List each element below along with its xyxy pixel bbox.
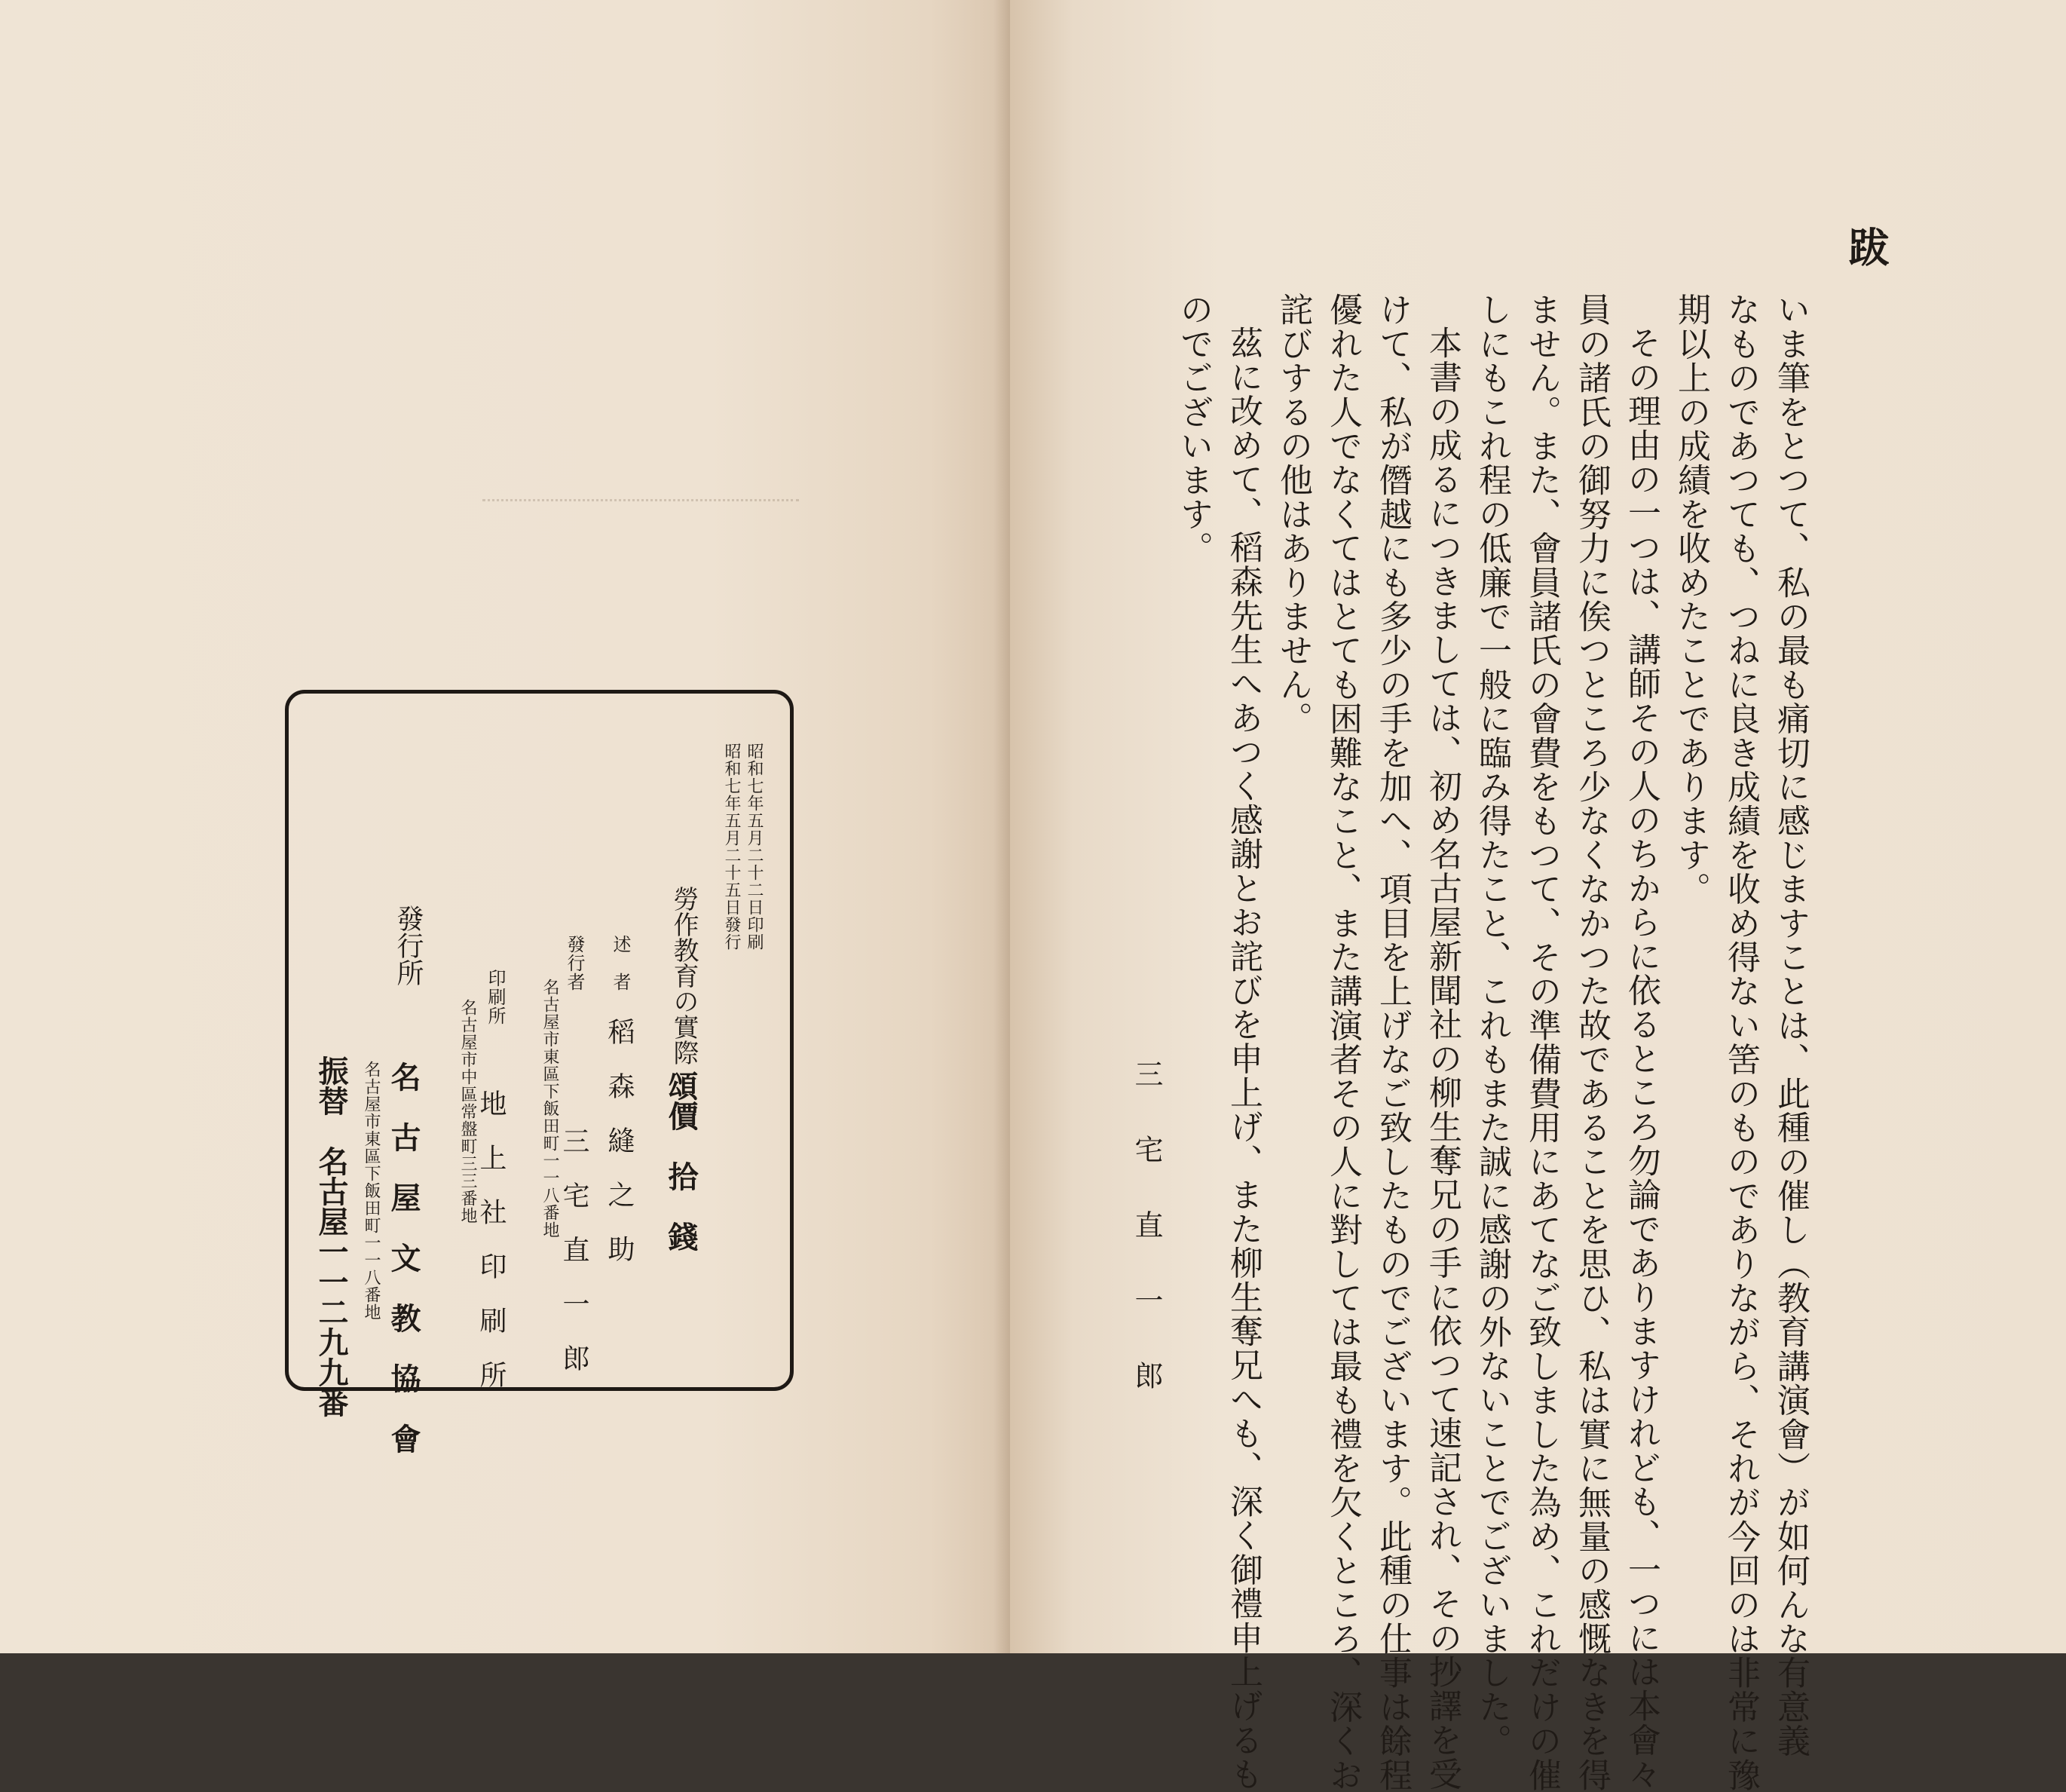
print-date: 昭和七年五月二十二日印刷 [745,743,764,951]
issuer-address: 名古屋市東區下飯田町一一八番地 [362,1061,381,1321]
publisher-address: 名古屋市東區下飯田町一一八番地 [540,979,559,1239]
colophon-box [285,690,794,1454]
price: 頌價 拾 錢 [663,1071,699,1251]
transfer-account: 振替 名古屋一一二九九番 [314,1055,349,1417]
printer-name: 地 上 社 印 刷 所 [476,1089,507,1388]
text-line: 期以上の成績を收めたことであります。 [1672,293,1710,906]
right-page [1010,0,2066,1792]
bleed-through-mark [482,499,799,531]
afterword-title: 跋 [1842,226,1890,267]
publisher-name: 三 宅 直 一 郎 [559,1127,589,1371]
left-page [0,0,1010,1653]
text-line: ません。また、會員諸氏の會費をもつて、その準備費用にあてなご致しました為め、これだけの催 [1523,293,1561,1792]
signature: 三宅直一郎 [1130,1059,1163,1436]
text-line: その理由の一つは、講師その人のちからに依るところ勿論でありますけれども、一つには本會々 [1622,326,1660,1791]
author-label: 述 者 [610,935,631,991]
text-line: 茲に改めて、稻森先生へあつく感謝とお詫びを申上げ、また柳生奪兄へも、深く御禮申上げるも [1224,326,1263,1791]
text-line: なものであつても、つねに良き成績を收め得ない筈のものでありながら、それが今回のは非常に豫 [1722,293,1760,1792]
author-name: 稻 森 縫 之 助 [604,1018,635,1262]
printer-label: 印刷所 [485,969,506,1025]
text-line: 員の諸氏の御努力に俟つところ少なくなかつた故であることを思ひ、私は實に無量の感慨なきを得 [1572,293,1611,1792]
text-line: 本書の成るにつきましては、初め名古屋新聞社の柳生奪兄の手に依つて速記され、その抄譯を受 [1423,326,1462,1791]
publisher-label: 發行者 [564,935,585,991]
text-line: しにもこれ程の低廉で一般に臨み得たこと、これもまた誠に感謝の外ないことでございました。 [1473,293,1511,1758]
text-line: 詫びするの他はありません。 [1274,293,1312,736]
text-line: のでございます。 [1174,293,1213,565]
issue-date: 昭和七年五月二十五日發行 [722,743,741,951]
text-line: 優れた人でなくてはとても困難なこと、また講演者その人に對しては最も禮を欠くところ、深くお [1324,293,1362,1792]
text-line: けて、私が僭越にも多少の手を加へ、項目を上げなご致したものでございます。此種の仕事は餘程 [1373,293,1412,1792]
book-title: 勞作教育の實際 [669,886,699,1065]
printer-address: 名古屋市中區常盤町三三番地 [458,999,477,1224]
text-line: いま筆をとつて、私の最も痛切に感じますことは、此種の催し（教育講演會）が如何んな有意義 [1771,293,1810,1758]
issuer-label: 發行所 [393,905,424,986]
issuer-name: 名 古 屋 文 教 協 會 [386,1061,421,1454]
